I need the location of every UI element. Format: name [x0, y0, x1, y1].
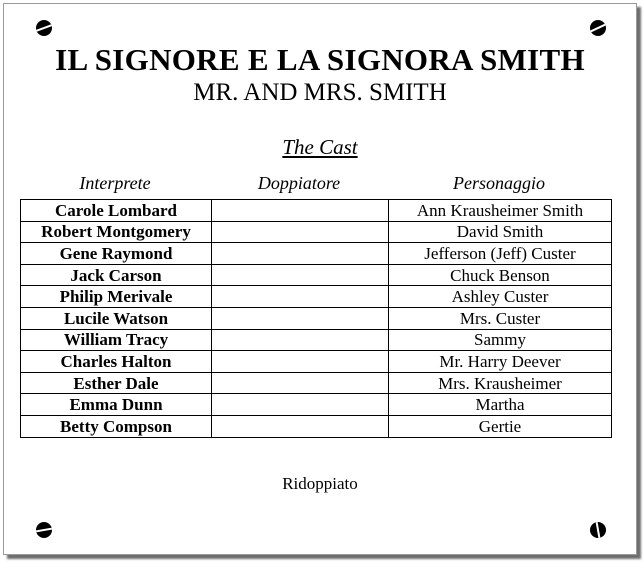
dubber-cell: [212, 200, 389, 222]
table-row: [21, 200, 612, 222]
dubber-cell: [212, 221, 389, 243]
actor-cell: William Tracy: [21, 329, 212, 351]
character-cell: Martha: [389, 394, 612, 416]
page-subtitle: MR. AND MRS. SMITH: [193, 79, 447, 106]
character-cell: Mr. Harry Deever: [389, 351, 612, 373]
actor-cell: Jack Carson: [21, 264, 212, 286]
actor-cell: Philip Merivale: [21, 286, 212, 308]
character-cell: Ann Krausheimer Smith: [389, 200, 612, 222]
actor-cell: Emma Dunn: [21, 394, 212, 416]
cast-table: [20, 199, 612, 438]
screw-icon: [36, 522, 52, 538]
actor-cell: Gene Raymond: [21, 243, 212, 265]
actor-cell: Esther Dale: [21, 372, 212, 394]
dubber-cell: [212, 307, 389, 329]
table-row: [21, 221, 612, 243]
dubber-cell: [212, 264, 389, 286]
actor-cell: Carole Lombard: [21, 200, 212, 222]
table-row: [21, 351, 612, 373]
table-row: [21, 286, 612, 308]
character-cell: Gertie: [389, 415, 612, 437]
screw-icon: [36, 20, 52, 36]
table-row: [21, 329, 612, 351]
dubber-cell: [212, 243, 389, 265]
table-row: [21, 243, 612, 265]
cast-plate: [3, 3, 637, 555]
screw-icon: [590, 20, 606, 36]
dubber-cell: [212, 394, 389, 416]
actor-cell: Robert Montgomery: [21, 221, 212, 243]
footer-note: Ridoppiato: [282, 474, 358, 493]
table-row: [21, 372, 612, 394]
cast-heading: The Cast: [282, 135, 358, 159]
actor-cell: Charles Halton: [21, 351, 212, 373]
dubber-cell: [212, 329, 389, 351]
page-title: IL SIGNORE E LA SIGNORA SMITH: [55, 42, 585, 77]
actor-cell: Betty Compson: [21, 415, 212, 437]
screw-icon: [590, 522, 606, 538]
table-row: [21, 394, 612, 416]
column-header-actor: Interprete: [79, 173, 151, 193]
dubber-cell: [212, 286, 389, 308]
character-cell: Sammy: [389, 329, 612, 351]
dubber-cell: [212, 415, 389, 437]
dubber-cell: [212, 351, 389, 373]
table-row: [21, 307, 612, 329]
column-header-dubber: Doppiatore: [257, 173, 341, 193]
table-row: [21, 264, 612, 286]
table-row: [21, 415, 612, 437]
character-cell: Chuck Benson: [389, 264, 612, 286]
character-cell: Mrs. Krausheimer: [389, 372, 612, 394]
dubber-cell: [212, 372, 389, 394]
character-cell: Ashley Custer: [389, 286, 612, 308]
column-header-character: Personaggio: [453, 173, 545, 193]
actor-cell: Lucile Watson: [21, 307, 212, 329]
character-cell: Mrs. Custer: [389, 307, 612, 329]
character-cell: David Smith: [389, 221, 612, 243]
character-cell: Jefferson (Jeff) Custer: [389, 243, 612, 265]
